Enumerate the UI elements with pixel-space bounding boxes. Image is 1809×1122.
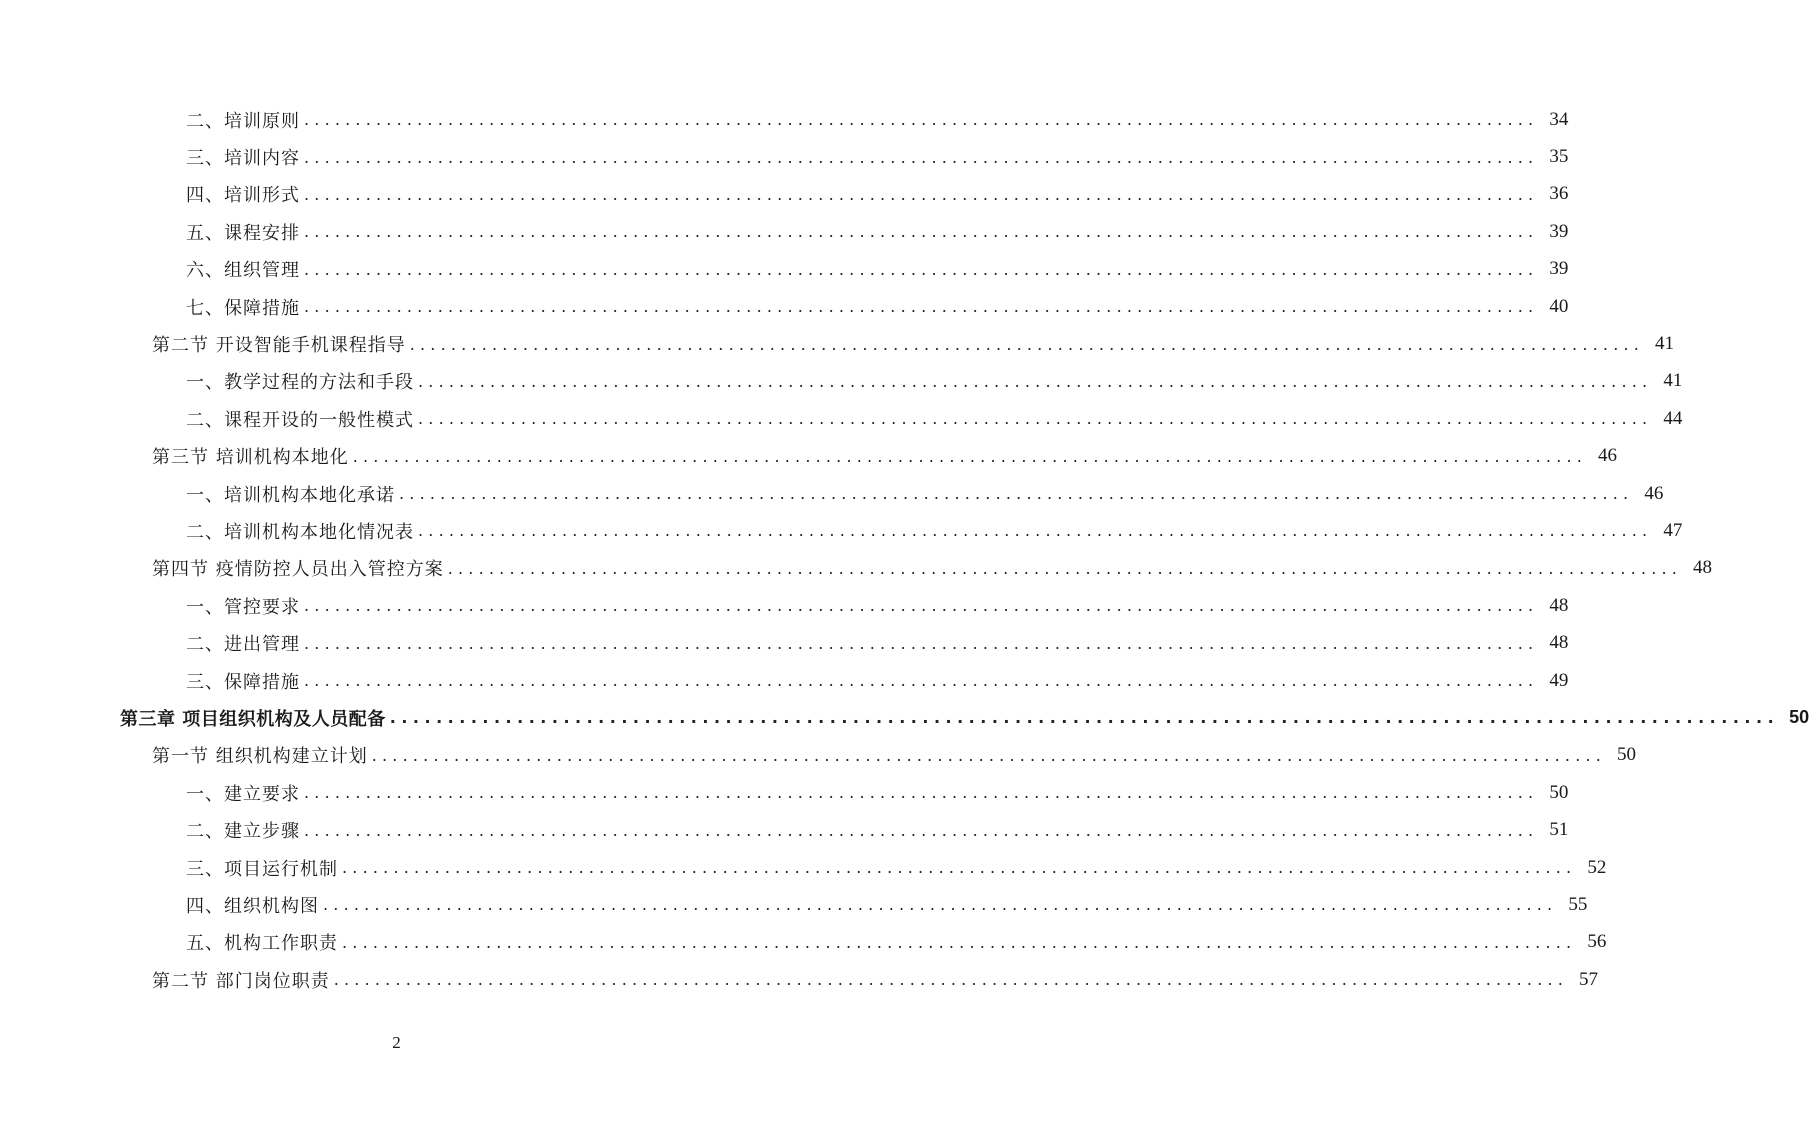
toc-entry-page: 56 [1587, 931, 1607, 953]
toc-entry-page: 41 [1655, 333, 1675, 355]
dot-leader: ........................................................................................................................ [333, 970, 1569, 990]
toc-entry-label: 二、进出管理 [186, 634, 300, 656]
toc-entry-label: 一、教学过程的方法和手段 [186, 372, 414, 394]
toc-entry-page: 46 [1644, 482, 1664, 504]
dot-leader: ........................................................................................................................ [304, 110, 1539, 130]
toc-entry-label: 四、组织机构图 [186, 895, 319, 917]
toc-entry[interactable] [0, 811, 1569, 848]
toc-entry[interactable] [0, 475, 1664, 512]
toc-entry-label: 第二节 部门岗位职责 [152, 970, 330, 992]
toc-entry[interactable] [0, 924, 1607, 961]
toc-entry-page: 51 [1549, 819, 1569, 841]
table-of-contents [0, 101, 1809, 998]
dot-leader: ........................................................................................................................ [304, 596, 1539, 616]
dot-leader: ........................................................................................................................ [418, 521, 1653, 541]
toc-entry[interactable] [0, 400, 1683, 437]
toc-entry-page: 34 [1549, 108, 1569, 130]
toc-entry-page: 47 [1663, 519, 1683, 541]
toc-entry[interactable] [0, 849, 1607, 886]
toc-entry-label: 第四节 疫情防控人员出入管控方案 [152, 559, 444, 581]
toc-entry-label: 五、机构工作职责 [186, 933, 338, 955]
dot-leader: ........................................................................................................................ [352, 446, 1588, 466]
toc-entry-label: 三、保障措施 [186, 671, 300, 693]
toc-entry-page: 50 [1789, 707, 1809, 728]
toc-entry-page: 39 [1549, 220, 1569, 242]
dot-leader: ........................................................................................................................ [304, 297, 1539, 317]
toc-entry[interactable] [0, 138, 1569, 175]
toc-entry-label: 三、项目运行机制 [186, 858, 338, 880]
toc-entry-page: 44 [1663, 407, 1683, 429]
toc-entry-label: 七、保障措施 [186, 297, 300, 319]
dot-leader: ........................................................................................................................ [447, 558, 1683, 578]
dot-leader: ........................................................................................................................ [418, 371, 1653, 391]
toc-entry[interactable] [0, 101, 1569, 138]
toc-entry-label: 一、培训机构本地化承诺 [186, 484, 395, 506]
dot-leader: ........................................................................................................................ [418, 409, 1653, 429]
dot-leader: ........................................................................................................................ [304, 259, 1539, 279]
dot-leader: ........................................................................................................................ [409, 334, 1645, 354]
toc-entry[interactable] [0, 737, 1637, 774]
toc-entry[interactable] [0, 288, 1569, 325]
toc-entry-page: 39 [1549, 258, 1569, 280]
toc-entry[interactable] [0, 438, 1618, 475]
dot-leader: ........................................................................................................................ [399, 484, 1634, 504]
toc-entry-page: 48 [1693, 557, 1713, 579]
dot-leader: ........................................................................................................................ [304, 222, 1539, 242]
toc-entry[interactable] [0, 774, 1569, 811]
toc-entry-label: 六、组织管理 [186, 260, 300, 282]
dot-leader: ........................................................................................................................ [304, 184, 1539, 204]
toc-entry-label: 二、建立步骤 [186, 821, 300, 843]
toc-entry-page: 41 [1663, 370, 1683, 392]
dot-leader: ........................................................................................................................ [304, 820, 1539, 840]
toc-entry-label: 第二节 开设智能手机课程指导 [152, 335, 406, 357]
toc-entry[interactable] [0, 587, 1569, 624]
toc-entry-label: 二、培训原则 [186, 110, 300, 132]
toc-entry-page: 40 [1549, 295, 1569, 317]
dot-leader: ........................................................................................................................ [304, 671, 1539, 691]
toc-entry[interactable] [0, 624, 1569, 661]
toc-entry[interactable] [0, 176, 1569, 213]
toc-entry[interactable] [0, 512, 1683, 549]
toc-entry-page: 50 [1617, 744, 1637, 766]
dot-leader: ........................................................................................................................ [304, 147, 1539, 167]
toc-entry[interactable] [0, 325, 1675, 362]
toc-entry[interactable] [0, 251, 1569, 288]
toc-entry-page: 52 [1587, 856, 1607, 878]
dot-leader: ........................................................................................................................ [323, 895, 1558, 915]
toc-entry-page: 48 [1549, 632, 1569, 654]
toc-entry-label: 第一节 组织机构建立计划 [152, 746, 368, 768]
toc-entry-page: 35 [1549, 146, 1569, 168]
toc-entry-label: 第三节 培训机构本地化 [152, 447, 349, 469]
dot-leader: ........................................................................................................................ [371, 745, 1607, 765]
toc-entry-page: 48 [1549, 594, 1569, 616]
toc-entry[interactable] [0, 961, 1599, 998]
dot-leader: ........................................................................................................................ [342, 858, 1577, 877]
toc-entry-label: 四、培训形式 [186, 185, 300, 207]
toc-entry-label: 二、课程开设的一般性模式 [186, 409, 414, 431]
toc-entry-page: 46 [1598, 445, 1618, 467]
toc-entry-label: 二、培训机构本地化情况表 [186, 521, 414, 543]
toc-entry[interactable] [0, 363, 1683, 400]
dot-leader: ........................................................................................................................ [304, 783, 1539, 803]
toc-entry-label: 一、建立要求 [186, 783, 300, 805]
toc-entry[interactable] [0, 662, 1569, 699]
toc-entry-page: 50 [1549, 781, 1569, 803]
toc-entry-label: 第三章 项目组织机构及人员配备 [120, 708, 386, 730]
toc-entry[interactable] [0, 213, 1569, 250]
page-number: 2 [392, 1033, 401, 1052]
toc-entry-label: 五、课程安排 [186, 222, 300, 244]
toc-entry-page: 49 [1549, 669, 1569, 691]
toc-entry[interactable] [0, 699, 1809, 736]
dot-leader: ........................................................................................................................ [304, 633, 1539, 653]
toc-entry[interactable] [0, 886, 1588, 923]
toc-entry-label: 三、培训内容 [186, 148, 300, 170]
toc-entry-page: 36 [1549, 183, 1569, 205]
toc-entry-page: 55 [1568, 893, 1588, 915]
dot-leader: ........................................................................................................................ [389, 708, 1780, 728]
toc-entry[interactable] [0, 550, 1713, 587]
toc-entry-label: 一、管控要求 [186, 596, 300, 618]
dot-leader: ........................................................................................................................ [342, 932, 1577, 952]
toc-entry-page: 57 [1579, 968, 1599, 990]
